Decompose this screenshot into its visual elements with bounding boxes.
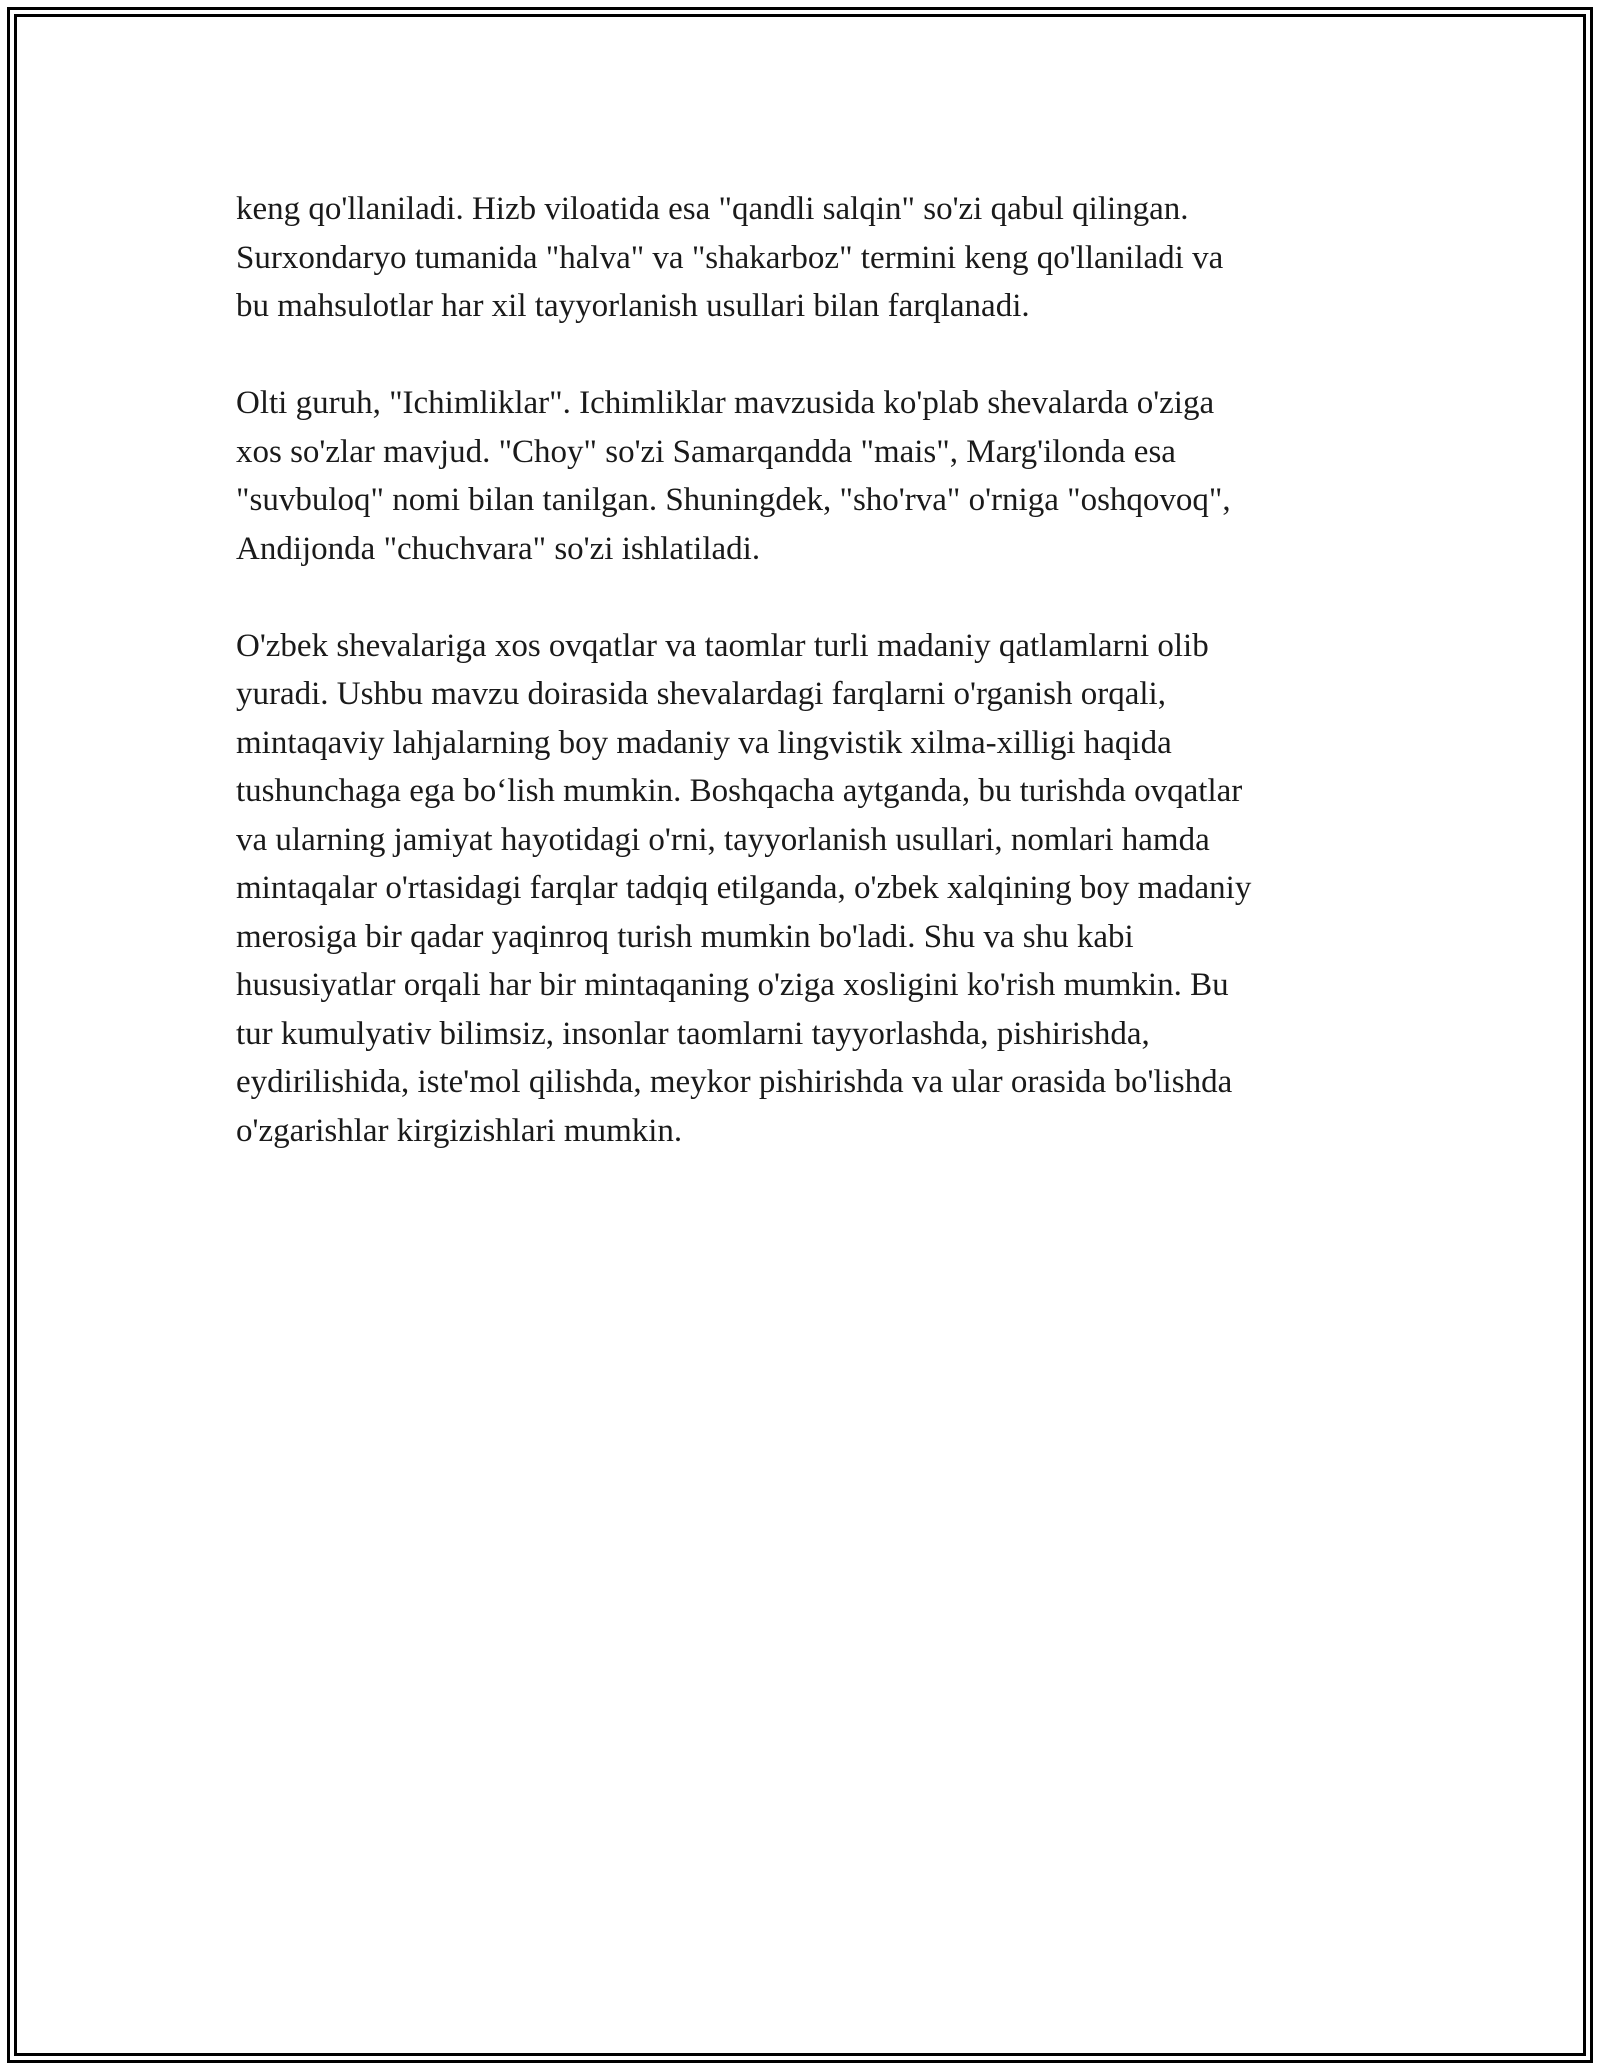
text-line: Andijonda "chuchvara" so'zi ishlatiladi. — [236, 530, 761, 567]
text-line: xos so'zlar mavjud. "Choy" so'zi Samarqandda "mais", Marg'ilonda esa — [236, 433, 1176, 470]
text-line: tushunchaga ega bo‘lish mumkin. Boshqacha aytganda, bu turishda ovqatlar — [236, 773, 1243, 809]
text-line: o'zgarishlar kirgizishlari mumkin. — [236, 1112, 683, 1149]
text-line: eydirilishida, iste'mol qilishda, meykor pishirishda va ular orasida bo'lishda — [236, 1064, 1233, 1100]
text-line: yuradi. Ushbu mavzu doirasida shevalardagi farqlarni o'rganish orqali, — [236, 676, 1166, 712]
text-line: tur kumulyativ bilimsiz, insonlar taomlarni tayyorlashda, pishirishda, — [236, 1015, 1150, 1052]
paragraph-2 — [236, 379, 1386, 573]
text-line: hususiyatlar orqali har bir mintaqaning o'ziga xosligini ko'rish mumkin. Bu — [236, 967, 1229, 1003]
text-line: va ularning jamiyat hayotidagi o'rni, tayyorlanish usullari, nomlari hamda — [236, 821, 1210, 858]
text-line: bu mahsulotlar har xil tayyorlanish usullari bilan farqlanadi. — [236, 288, 1030, 324]
text-line: O'zbek shevalariga xos ovqatlar va taomlar turli madaniy qatlamlarni olib — [236, 627, 1209, 664]
text-line: "suvbuloq" nomi bilan tanilgan. Shuningdek, "sho'rva" o'rniga "oshqovoq", — [236, 482, 1231, 518]
paragraph-1 — [236, 185, 1386, 331]
text-line: mintaqaviy lahjalarning boy madaniy va lingvistik xilma-xilligi haqida — [236, 724, 1172, 761]
text-line: merosiga bir qadar yaqinroq turish mumkin bo'ladi. Shu va shu kabi — [236, 918, 1134, 955]
text-line: keng qo'llaniladi. Hizb viloatida esa "qandli salqin" so'zi qabul qilingan. — [236, 191, 1189, 227]
text-line: Surxondaryo tumanida "halva" va "shakarboz" termini keng qo'llaniladi va — [236, 239, 1224, 276]
document-body — [236, 185, 1386, 1204]
text-line: mintaqalar o'rtasidagi farqlar tadqiq etilganda, o'zbek xalqining boy madaniy — [236, 870, 1252, 906]
text-line: Olti guruh, "Ichimliklar". Ichimliklar mavzusida ko'plab shevalarda o'ziga — [236, 385, 1215, 421]
paragraph-3 — [236, 622, 1386, 1156]
